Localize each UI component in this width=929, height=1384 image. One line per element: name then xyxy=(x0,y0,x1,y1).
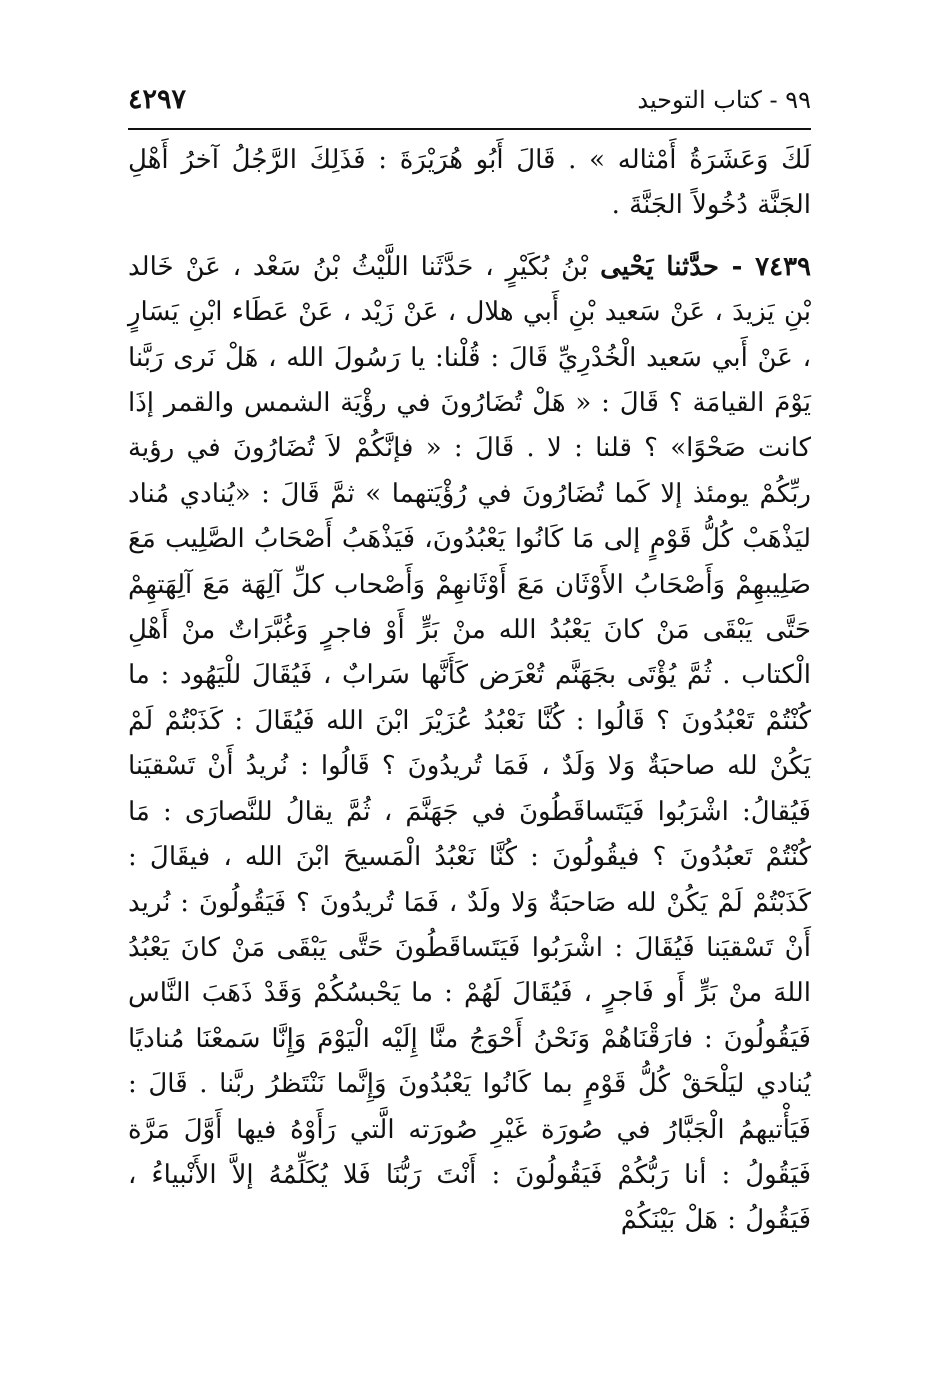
page-header xyxy=(128,84,811,124)
paragraph-continuation xyxy=(128,138,811,229)
paragraph-hadith xyxy=(128,245,811,1244)
body-text xyxy=(128,138,811,1244)
paragraph-text: لَكَ وَعَشَرَةُ أَمْثاله » . قَالَ أَبُو هُرَيْرَةَ : فَذَلِكَ الرَّجُلُ آخرُ أَهْلِ الجَنَّة دُخُولاً الجَنَّةَ . xyxy=(128,145,811,221)
hadith-number: ٧٤٣٩ - xyxy=(719,251,811,282)
paragraph-text: بْنُ بُكَيْرٍ ، حَدَّثَنا اللَّيْثُ بْنُ سَعْد ، عَنْ خَالد بْنِ يَزيدَ ، عَنْ سَعيد بْنِ أَبي هلال ، عَنْ زَيْد ، عَنْ عَطَاء ابْنِ يَسَارٍ ، عَنْ أَبي سَعيد الْخُدْرِيِّ قَالَ : قُلْنا: يا رَسُولَ الله ، هَلْ نَرى رَبَّنا يَوْمَ القيامَة ؟ قَالَ : « هَلْ تُضَارُونَ في رؤْيَة الشمس والقمر إذَا كانت صَحْوًا» ؟ قلنا : لا . قَالَ : « فإنَّكُمْ لاَ تُضَارُونَ في رؤية ربِّكُمْ يومئذ إلا كَما تُضَارُونَ في رُؤْيَتهما » ثمَّ قَالَ : «يُنادي مُناد ليَذْهَبْ كُلُّ قَوْمٍ إلى مَا كَانُوا يَعْبُدُونَ، فَيَذْهَبُ أَصْحَابُ الصَّلِيب مَعَ صَلِيبهِمْ وَأَصْحَابُ الأَوْثَان مَعَ أَوْثَانهِمْ وَأَصْحاب كلِّ آلِهَة مَعَ آلِهَتهِمْ حَتَّى يَبْقَى مَنْ كانَ يَعْبُدُ الله منْ بَرٍّ أَوْ فاجرٍ وَغُبَّرَاتٌ منْ أَهْلِ الْكتاب . ثُمَّ يُؤْتَى بجَهَنَّم تُعْرَض كَأَنَّها سَرابٌ ، فَيُقَالَ للْيَهُود : ما كُنْتُمْ تَعْبُدُونَ ؟ قَالُوا : كُنَّا نَعْبُدُ عُزَيْرَ ابْنَ الله فَيُقَالَ : كَذَبْتُمْ لَمْ يَكُنْ لله صاحبَةٌ وَلا وَلَدٌ ، فَمَا تُريدُونَ ؟ قَالُوا : نُريدُ أَنْ تَسْقيَنا فَيُقالُ: اشْرَبُوا فَيَتَساقَطُونَ في جَهَنَّمَ ، ثُمَّ يقالُ للنَّصارَى : مَا كُنْتُمْ تَعبُدُونَ ؟ فيقُولُونَ : كُنَّا نَعْبُدُ الْمَسيحَ ابْنَ الله ، فيقَالَ : كَذَبْتُمْ لَمْ يَكُنْ لله صَاحبَةٌ وَلا ولَدٌ ، فَمَا تُريدُونَ ؟ فَيَقُولُونَ : نُريد أَنْ تَسْقيَنا فَيُقَالَ : اشْرَبُوا فَيَتَساقَطُونَ حَتَّى يَبْقَى مَنْ كانَ يَعْبُدُ اللهَ منْ بَرٍّ أَو فَاجرٍ ، فَيُقَالَ لَهُمْ : ما يَحْبسُكُمْ وَقَدْ ذَهَبَ النَّاس فَيَقُولُونَ : فارَقْنَاهُمْ وَنَحْنُ أَحْوَجُ منَّا إِلَيْه الْيَوْمَ وَإِنَّا سَمعْنَا مُناديًا يُنادي ليَلْحَقْ كُلُّ قَوْمٍ بما كَانُوا يَعْبُدُونَ وَإِنَّما نَنْتَظرُ ربَّنا . قَالَ : فَيَأْتيهمُ الْجَبَّارُ في صُورَة غَيْرِ صُورَته الَّتي رَأَوْهُ فيها أَوَّلَ مَرَّة فَيَقُولُ : أنا رَبُّكُمْ فَيَقُولُونَ : أَنْتَ رَبُّنَا فَلا يُكَلِّمُهُ إلاَّ الأَنْبياءُ ، فَيَقُولُ : هَلْ بَيْنَكُمْ xyxy=(128,251,811,1236)
hadith-lead: حدَّثنا يَحْيى xyxy=(600,251,720,282)
running-head: ٩٩ - كتاب التوحيد xyxy=(637,86,811,114)
header-rule xyxy=(128,128,811,130)
page-number: ٤٢٩٧ xyxy=(128,84,187,115)
